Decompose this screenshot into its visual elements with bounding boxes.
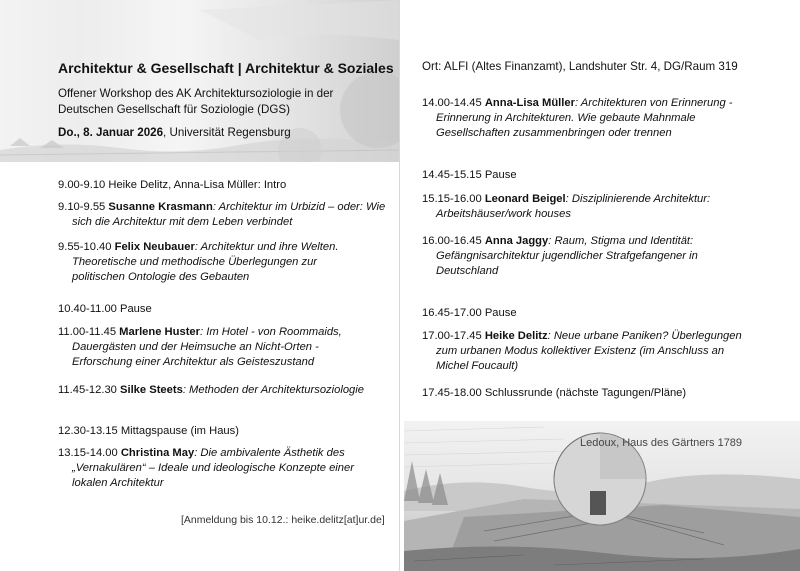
program-speaker: Anna-Lisa Müller xyxy=(484,97,575,109)
program-talk-title-cont: zum urbanen Modus kollektiver Existenz (im Anschluss an xyxy=(436,345,725,358)
program-talk-title-cont: Erforschung einer Architektur als Geisteszustand xyxy=(72,356,315,369)
program-item xyxy=(58,446,388,492)
program-speaker: Felix Neubauer xyxy=(114,241,195,253)
page-title: Architektur & Gesellschaft | Architektur & Soziales xyxy=(58,60,394,76)
program-time: 17.00-17.45 xyxy=(422,330,485,342)
program-speaker: Leonard Beigel xyxy=(484,193,566,205)
program-time: 16.00-16.45 xyxy=(422,235,485,247)
program-time: 9.00-9.10 Heike Delitz, Anna-Lisa Müller: Intro xyxy=(58,179,287,191)
program-item xyxy=(422,96,752,142)
program-time: 14.45-15.15 Pause xyxy=(422,169,517,181)
program-speaker: Christina May xyxy=(120,447,195,459)
program-speaker: Marlene Huster xyxy=(119,326,200,338)
page-divider xyxy=(399,0,400,571)
program-talk-title-cont: Deutschland xyxy=(436,265,499,278)
program-talk-title-cont: „Vernakulären“ – Ideale und ideologische Konzepte einer xyxy=(72,462,354,475)
program-time: 11.45-12.30 xyxy=(58,384,120,396)
location-line: Ort: ALFI (Altes Finanzamt), Landshuter Str. 4, DG/Raum 319 xyxy=(422,60,738,73)
program-item xyxy=(58,178,388,193)
registration-note: [Anmeldung bis 10.12.: heike.delitz[at]ur.de] xyxy=(181,514,385,526)
program-time: 13.15-14.00 xyxy=(58,447,121,459)
program-talk-title: : Architektur im Urbizid – oder: Wie xyxy=(212,201,386,213)
program-talk-title-cont: lokalen Architektur xyxy=(72,477,164,490)
program-talk-title-cont: Gesellschaften zusammenbringen oder trennen xyxy=(436,127,672,140)
program-item xyxy=(58,302,388,317)
program-item xyxy=(422,329,752,375)
program-talk-title-cont: Dauergästen und der Heimsuche an Nicht-Orten - xyxy=(72,341,319,354)
program-item xyxy=(58,240,388,286)
program-talk-title: : Die ambivalente Ästhetik des xyxy=(194,447,345,459)
program-talk-title-cont: Arbeitshäuser/work houses xyxy=(436,208,571,221)
program-talk-title-cont: politischen Ontologie des Gebauten xyxy=(72,271,250,284)
program-talk-title: : Architektur und ihre Welten. xyxy=(194,241,339,253)
program-time: 9.55-10.40 xyxy=(58,241,115,253)
program-talk-title-cont: Theoretische und methodische Überlegungen zur xyxy=(72,256,318,269)
program-time: 14.00-14.45 xyxy=(422,97,485,109)
program-time: 15.15-16.00 xyxy=(422,193,485,205)
program-item xyxy=(422,168,752,183)
program-time: 12.30-13.15 Mittagspause (im Haus) xyxy=(58,425,239,437)
program-talk-title: : Neue urbane Paniken? Überlegungen xyxy=(547,330,742,342)
program-talk-title-cont: sich die Architektur mit dem Leben verbindet xyxy=(72,216,293,229)
program-item xyxy=(422,234,752,280)
date-line xyxy=(58,126,291,139)
program-item xyxy=(422,192,752,222)
program-speaker: Silke Steets xyxy=(120,384,183,396)
program-item xyxy=(58,383,388,398)
program-talk-title: : Methoden der Architektursoziologie xyxy=(182,384,364,396)
program-talk-title-cont: Erinnerung in Architekturen. Wie gebaute Mahnmale xyxy=(436,112,696,125)
program-item xyxy=(422,306,752,321)
event-venue: , Universität Regensburg xyxy=(163,126,291,139)
ledoux-etching-image xyxy=(404,421,800,571)
program-talk-title: : Disziplinierende Architektur: xyxy=(565,193,711,205)
program-talk-title-cont: Michel Foucault) xyxy=(436,360,519,373)
program-item xyxy=(58,200,388,230)
program-time: 16.45-17.00 Pause xyxy=(422,307,517,319)
program-speaker: Heike Delitz xyxy=(484,330,548,342)
program-item xyxy=(58,424,388,439)
program-time: 11.00-11.45 xyxy=(58,326,120,338)
program-time: 9.10-9.55 xyxy=(58,201,109,213)
program-time: 10.40-11.00 Pause xyxy=(58,303,152,315)
program-time: 17.45-18.00 Schlussrunde (nächste Tagungen/Pläne) xyxy=(422,387,687,399)
program-talk-title: : Architekturen von Erinnerung - xyxy=(574,97,733,109)
program-talk-title: : Raum, Stigma und Identität: xyxy=(548,235,694,247)
program-speaker: Anna Jaggy xyxy=(484,235,549,247)
event-date: Do., 8. Januar 2026 xyxy=(58,126,164,139)
program-item xyxy=(422,386,752,401)
workshop-subtitle: Offener Workshop des AK Architektursoziologie in der Deutschen Gesellschaft für Soziologie (DGS) xyxy=(58,87,334,116)
program-talk-title-cont: Gefängnisarchitektur jugendlicher Strafgefangener in xyxy=(436,250,698,263)
program-speaker: Susanne Krasmann xyxy=(108,201,213,213)
program-item xyxy=(58,325,388,371)
image-caption: Ledoux, Haus des Gärtners 1789 xyxy=(580,437,743,449)
program-talk-title: : Im Hotel - von Roommaids, xyxy=(200,326,342,338)
